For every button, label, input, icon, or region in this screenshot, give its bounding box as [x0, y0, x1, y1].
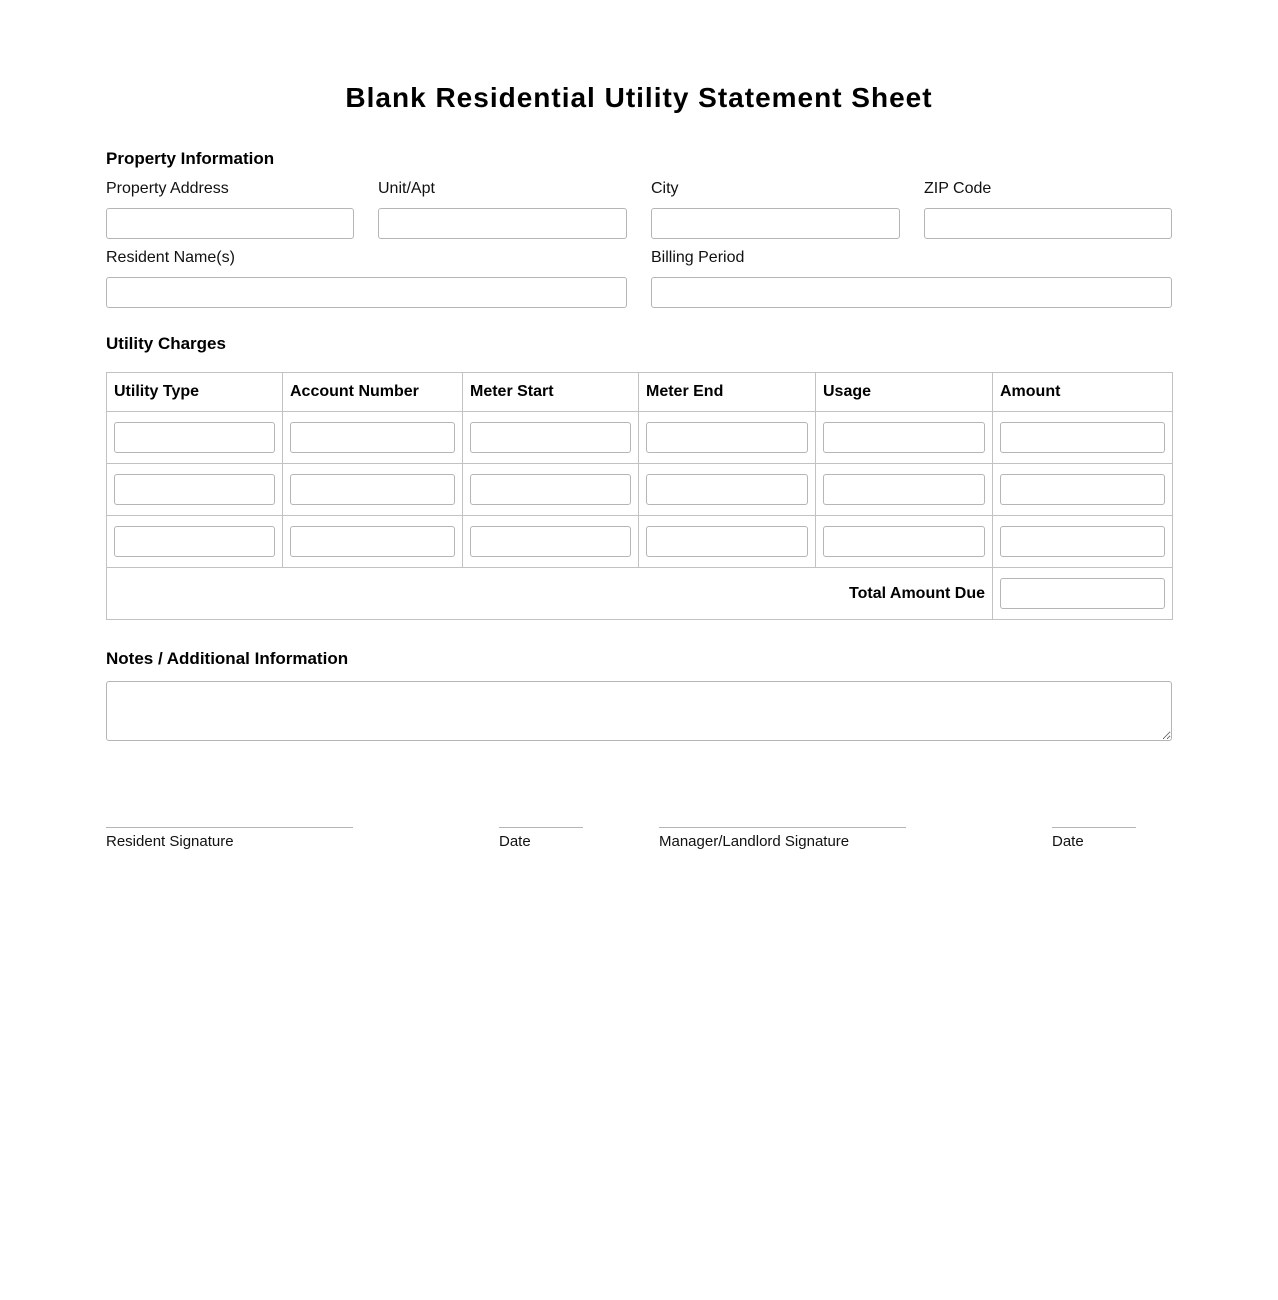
usage-input[interactable] [823, 526, 985, 557]
usage-input[interactable] [823, 422, 985, 453]
city-input[interactable] [651, 208, 900, 239]
cell [283, 412, 463, 464]
zip-code-label: ZIP Code [924, 180, 992, 197]
unit-apt-field [378, 180, 627, 239]
resident-names-field [106, 249, 627, 308]
column-header-meter-start: Meter Start [463, 373, 639, 412]
cell [463, 516, 639, 568]
cell [993, 412, 1173, 464]
column-header-meter-end: Meter End [639, 373, 816, 412]
city-label: City [651, 180, 679, 197]
column-header-usage: Usage [816, 373, 993, 412]
resident-date-label: Date [499, 833, 531, 850]
property-address-label: Property Address [106, 180, 229, 197]
amount-input[interactable] [1000, 474, 1165, 505]
property-info-heading: Property Information [106, 149, 275, 168]
zip-code-field [924, 180, 1172, 239]
utility-charges-table [106, 372, 1173, 620]
billing-period-field [651, 249, 1172, 308]
zip-code-input[interactable] [924, 208, 1172, 239]
resident-date-line[interactable] [499, 827, 583, 828]
unit-apt-input[interactable] [378, 208, 627, 239]
meter-end-input[interactable] [646, 474, 808, 505]
cell [107, 464, 283, 516]
cell [283, 516, 463, 568]
amount-input[interactable] [1000, 422, 1165, 453]
resident-names-input[interactable] [106, 277, 627, 308]
unit-apt-label: Unit/Apt [378, 180, 435, 197]
total-amount-due-label: Total Amount Due [107, 568, 993, 620]
property-address-field [106, 180, 354, 239]
cell [993, 516, 1173, 568]
cell [993, 568, 1173, 620]
meter-start-input[interactable] [470, 474, 631, 505]
cell [639, 464, 816, 516]
manager-signature-block [659, 827, 906, 850]
manager-date-line[interactable] [1052, 827, 1136, 828]
meter-end-input[interactable] [646, 422, 808, 453]
account-number-input[interactable] [290, 474, 455, 505]
page-title: Blank Residential Utility Statement Sheet [345, 82, 933, 113]
notes-heading: Notes / Additional Information [106, 649, 349, 668]
cell [816, 464, 993, 516]
account-number-input[interactable] [290, 422, 455, 453]
table-row [107, 412, 1173, 464]
billing-period-input[interactable] [651, 277, 1172, 308]
total-row [107, 568, 1173, 620]
usage-input[interactable] [823, 474, 985, 505]
meter-start-input[interactable] [470, 422, 631, 453]
resident-signature-label: Resident Signature [106, 833, 234, 850]
property-address-input[interactable] [106, 208, 354, 239]
amount-input[interactable] [1000, 526, 1165, 557]
cell [816, 516, 993, 568]
column-header-utility-type: Utility Type [107, 373, 283, 412]
manager-signature-line[interactable] [659, 827, 906, 828]
city-field [651, 180, 900, 239]
resident-date-block [499, 827, 583, 850]
manager-date-label: Date [1052, 833, 1084, 850]
column-header-account-number: Account Number [283, 373, 463, 412]
cell [463, 464, 639, 516]
cell [639, 412, 816, 464]
utility-type-input[interactable] [114, 422, 275, 453]
manager-date-block [1052, 827, 1136, 850]
cell [463, 412, 639, 464]
cell [816, 412, 993, 464]
cell [283, 464, 463, 516]
table-row [107, 516, 1173, 568]
manager-signature-label: Manager/Landlord Signature [659, 833, 850, 850]
utility-charges-heading: Utility Charges [106, 334, 226, 353]
table-row [107, 464, 1173, 516]
meter-end-input[interactable] [646, 526, 808, 557]
cell [107, 412, 283, 464]
column-header-amount: Amount [993, 373, 1173, 412]
utility-type-input[interactable] [114, 526, 275, 557]
utility-type-input[interactable] [114, 474, 275, 505]
notes-textarea[interactable] [106, 681, 1172, 741]
resident-signature-line[interactable] [106, 827, 353, 828]
cell [107, 516, 283, 568]
meter-start-input[interactable] [470, 526, 631, 557]
billing-period-label: Billing Period [651, 249, 745, 266]
table-header-row [107, 373, 1173, 412]
resident-names-label: Resident Name(s) [106, 249, 235, 266]
cell [639, 516, 816, 568]
total-amount-due-input[interactable] [1000, 578, 1165, 609]
account-number-input[interactable] [290, 526, 455, 557]
cell [993, 464, 1173, 516]
resident-signature-block [106, 827, 353, 850]
